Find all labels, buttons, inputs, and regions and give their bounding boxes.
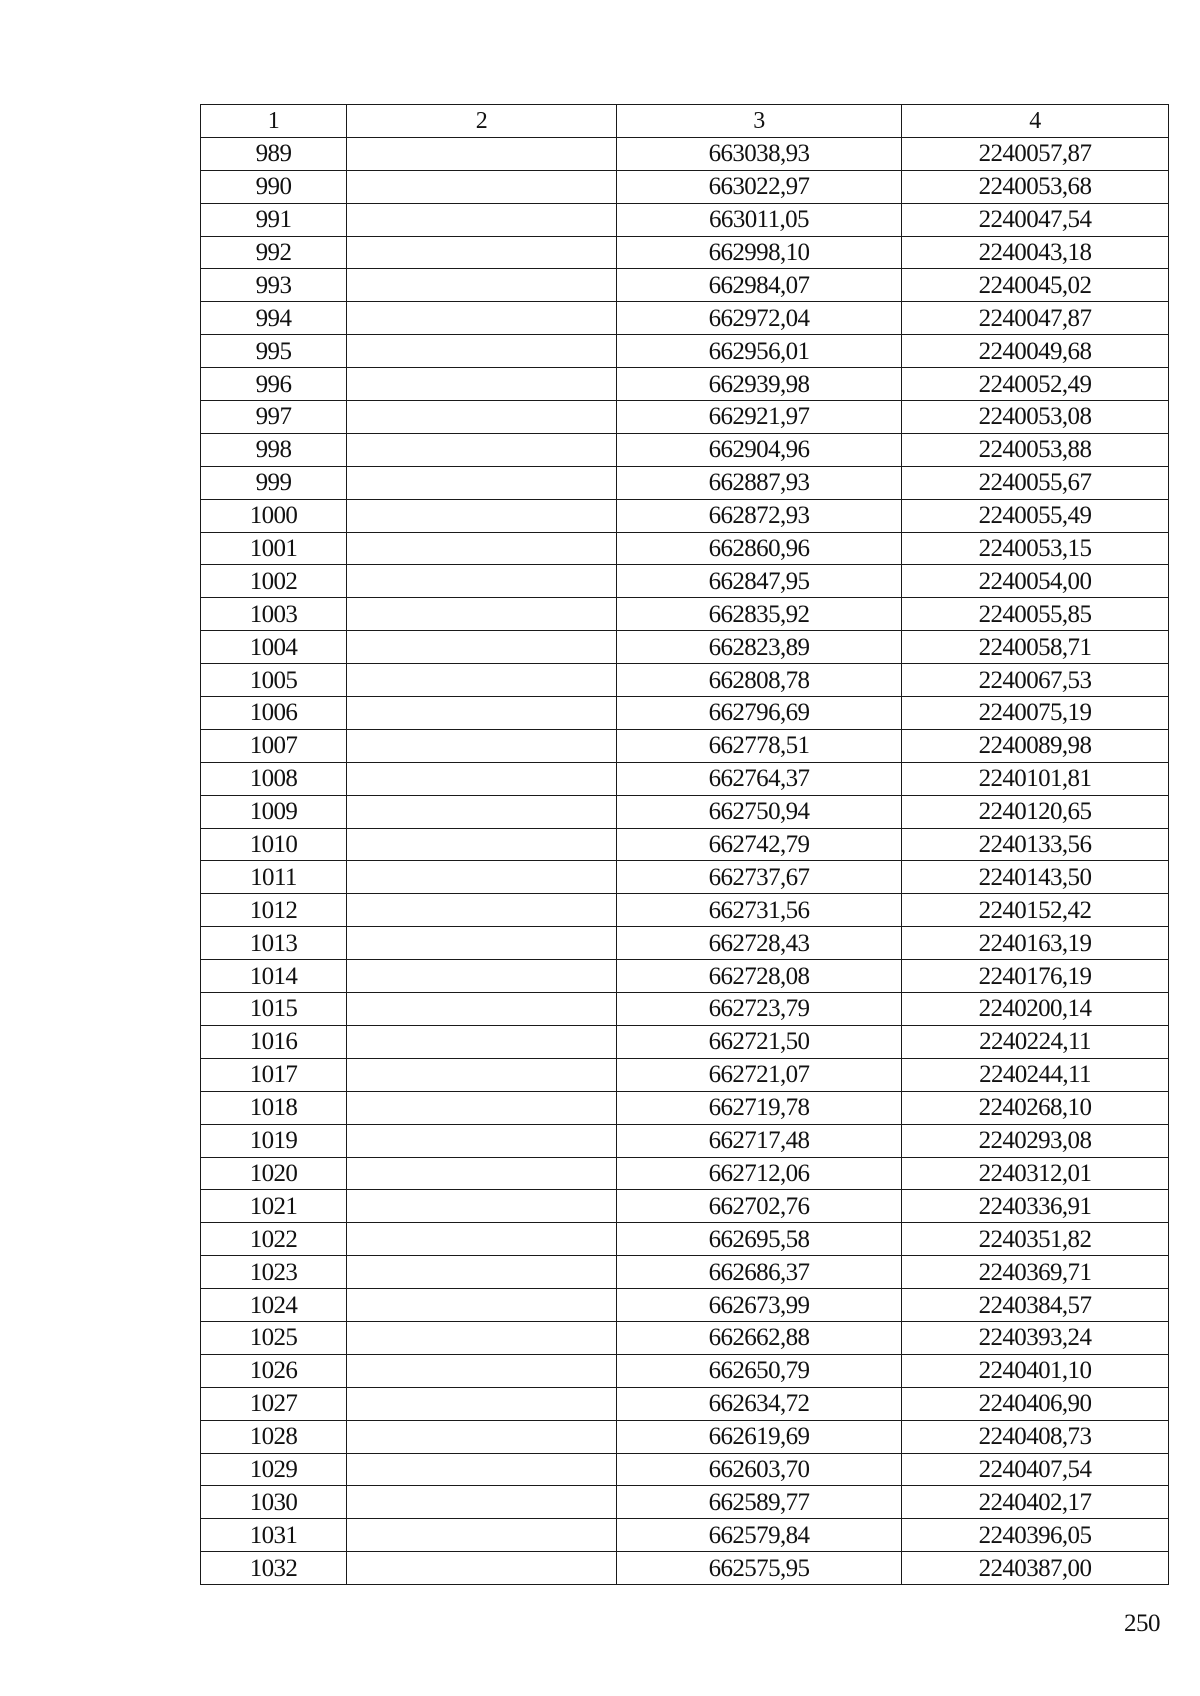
table-row <box>201 1223 1169 1256</box>
point-number-cell: 1015 <box>201 993 347 1026</box>
point-number-cell: 1019 <box>201 1124 347 1157</box>
point-number-cell: 997 <box>201 401 347 434</box>
y-coordinate-cell: 2240054,00 <box>902 565 1169 598</box>
empty-cell <box>347 401 617 434</box>
point-number-cell: 1003 <box>201 598 347 631</box>
point-number-cell: 1011 <box>201 861 347 894</box>
table-row <box>201 499 1169 532</box>
empty-cell <box>347 828 617 861</box>
table-row <box>201 1124 1169 1157</box>
empty-cell <box>347 993 617 1026</box>
y-coordinate-cell: 2240163,19 <box>902 927 1169 960</box>
table-row <box>201 927 1169 960</box>
point-number-cell: 1032 <box>201 1552 347 1585</box>
point-number-cell: 1020 <box>201 1157 347 1190</box>
x-coordinate-cell: 662972,04 <box>617 302 902 335</box>
point-number-cell: 1001 <box>201 532 347 565</box>
empty-cell <box>347 170 617 203</box>
y-coordinate-cell: 2240143,50 <box>902 861 1169 894</box>
y-coordinate-cell: 2240336,91 <box>902 1190 1169 1223</box>
x-coordinate-cell: 662686,37 <box>617 1256 902 1289</box>
table-row <box>201 762 1169 795</box>
empty-cell <box>347 1552 617 1585</box>
empty-cell <box>347 1453 617 1486</box>
x-coordinate-cell: 662796,69 <box>617 697 902 730</box>
x-coordinate-cell: 662728,08 <box>617 960 902 993</box>
point-number-cell: 1030 <box>201 1486 347 1519</box>
point-number-cell: 1026 <box>201 1354 347 1387</box>
empty-cell <box>347 1124 617 1157</box>
x-coordinate-cell: 662721,50 <box>617 1025 902 1058</box>
column-header-2: 2 <box>347 105 617 138</box>
table-row <box>201 1256 1169 1289</box>
x-coordinate-cell: 662702,76 <box>617 1190 902 1223</box>
x-coordinate-cell: 662619,69 <box>617 1420 902 1453</box>
table-row <box>201 335 1169 368</box>
empty-cell <box>347 302 617 335</box>
x-coordinate-cell: 662998,10 <box>617 236 902 269</box>
table-row <box>201 1058 1169 1091</box>
point-number-cell: 1000 <box>201 499 347 532</box>
point-number-cell: 1007 <box>201 729 347 762</box>
y-coordinate-cell: 2240052,49 <box>902 368 1169 401</box>
table-row <box>201 236 1169 269</box>
x-coordinate-cell: 662673,99 <box>617 1289 902 1322</box>
x-coordinate-cell: 662695,58 <box>617 1223 902 1256</box>
column-header-1: 1 <box>201 105 347 138</box>
point-number-cell: 1006 <box>201 697 347 730</box>
table-row <box>201 137 1169 170</box>
y-coordinate-cell: 2240055,49 <box>902 499 1169 532</box>
empty-cell <box>347 1058 617 1091</box>
y-coordinate-cell: 2240055,67 <box>902 466 1169 499</box>
y-coordinate-cell: 2240043,18 <box>902 236 1169 269</box>
point-number-cell: 999 <box>201 466 347 499</box>
x-coordinate-cell: 662872,93 <box>617 499 902 532</box>
point-number-cell: 1028 <box>201 1420 347 1453</box>
empty-cell <box>347 1190 617 1223</box>
x-coordinate-cell: 662887,93 <box>617 466 902 499</box>
table-body <box>201 137 1169 1584</box>
x-coordinate-cell: 662723,79 <box>617 993 902 1026</box>
x-coordinate-cell: 662742,79 <box>617 828 902 861</box>
empty-cell <box>347 762 617 795</box>
y-coordinate-cell: 2240049,68 <box>902 335 1169 368</box>
empty-cell <box>347 631 617 664</box>
table-row <box>201 401 1169 434</box>
y-coordinate-cell: 2240053,68 <box>902 170 1169 203</box>
empty-cell <box>347 335 617 368</box>
y-coordinate-cell: 2240152,42 <box>902 894 1169 927</box>
x-coordinate-cell: 662712,06 <box>617 1157 902 1190</box>
point-number-cell: 1005 <box>201 664 347 697</box>
y-coordinate-cell: 2240396,05 <box>902 1519 1169 1552</box>
point-number-cell: 1008 <box>201 762 347 795</box>
x-coordinate-cell: 662721,07 <box>617 1058 902 1091</box>
y-coordinate-cell: 2240089,98 <box>902 729 1169 762</box>
y-coordinate-cell: 2240176,19 <box>902 960 1169 993</box>
x-coordinate-cell: 662778,51 <box>617 729 902 762</box>
page-number: 250 <box>1124 1610 1160 1637</box>
table-row <box>201 565 1169 598</box>
x-coordinate-cell: 662764,37 <box>617 762 902 795</box>
x-coordinate-cell: 662662,88 <box>617 1321 902 1354</box>
x-coordinate-cell: 662808,78 <box>617 664 902 697</box>
x-coordinate-cell: 662939,98 <box>617 368 902 401</box>
table-row <box>201 1486 1169 1519</box>
table-row <box>201 894 1169 927</box>
column-header-3: 3 <box>617 105 902 138</box>
column-header-4: 4 <box>902 105 1169 138</box>
x-coordinate-cell: 663038,93 <box>617 137 902 170</box>
table-row <box>201 532 1169 565</box>
y-coordinate-cell: 2240384,57 <box>902 1289 1169 1322</box>
y-coordinate-cell: 2240075,19 <box>902 697 1169 730</box>
x-coordinate-cell: 662575,95 <box>617 1552 902 1585</box>
table-row <box>201 1519 1169 1552</box>
table-row <box>201 368 1169 401</box>
y-coordinate-cell: 2240407,54 <box>902 1453 1169 1486</box>
x-coordinate-cell: 662835,92 <box>617 598 902 631</box>
point-number-cell: 1002 <box>201 565 347 598</box>
table-row <box>201 269 1169 302</box>
table-row <box>201 1387 1169 1420</box>
x-coordinate-cell: 662984,07 <box>617 269 902 302</box>
point-number-cell: 994 <box>201 302 347 335</box>
point-number-cell: 995 <box>201 335 347 368</box>
table-row <box>201 795 1169 828</box>
y-coordinate-cell: 2240406,90 <box>902 1387 1169 1420</box>
x-coordinate-cell: 662823,89 <box>617 631 902 664</box>
point-number-cell: 990 <box>201 170 347 203</box>
empty-cell <box>347 565 617 598</box>
empty-cell <box>347 1256 617 1289</box>
point-number-cell: 1022 <box>201 1223 347 1256</box>
empty-cell <box>347 664 617 697</box>
table-row <box>201 861 1169 894</box>
empty-cell <box>347 203 617 236</box>
table-row <box>201 1354 1169 1387</box>
point-number-cell: 1004 <box>201 631 347 664</box>
coordinates-table <box>200 104 1169 1585</box>
y-coordinate-cell: 2240293,08 <box>902 1124 1169 1157</box>
x-coordinate-cell: 662956,01 <box>617 335 902 368</box>
table-row <box>201 170 1169 203</box>
empty-cell <box>347 1223 617 1256</box>
y-coordinate-cell: 2240312,01 <box>902 1157 1169 1190</box>
x-coordinate-cell: 662921,97 <box>617 401 902 434</box>
empty-cell <box>347 499 617 532</box>
x-coordinate-cell: 662847,95 <box>617 565 902 598</box>
empty-cell <box>347 861 617 894</box>
x-coordinate-cell: 662579,84 <box>617 1519 902 1552</box>
point-number-cell: 989 <box>201 137 347 170</box>
table-row <box>201 697 1169 730</box>
y-coordinate-cell: 2240351,82 <box>902 1223 1169 1256</box>
empty-cell <box>347 1289 617 1322</box>
y-coordinate-cell: 2240268,10 <box>902 1091 1169 1124</box>
y-coordinate-cell: 2240401,10 <box>902 1354 1169 1387</box>
point-number-cell: 1025 <box>201 1321 347 1354</box>
table-row <box>201 960 1169 993</box>
y-coordinate-cell: 2240101,81 <box>902 762 1169 795</box>
y-coordinate-cell: 2240224,11 <box>902 1025 1169 1058</box>
point-number-cell: 1024 <box>201 1289 347 1322</box>
x-coordinate-cell: 662860,96 <box>617 532 902 565</box>
empty-cell <box>347 1486 617 1519</box>
y-coordinate-cell: 2240047,54 <box>902 203 1169 236</box>
y-coordinate-cell: 2240120,65 <box>902 795 1169 828</box>
empty-cell <box>347 1354 617 1387</box>
point-number-cell: 991 <box>201 203 347 236</box>
x-coordinate-cell: 662904,96 <box>617 433 902 466</box>
y-coordinate-cell: 2240058,71 <box>902 631 1169 664</box>
empty-cell <box>347 894 617 927</box>
table-row <box>201 1420 1169 1453</box>
y-coordinate-cell: 2240408,73 <box>902 1420 1169 1453</box>
empty-cell <box>347 729 617 762</box>
point-number-cell: 1009 <box>201 795 347 828</box>
empty-cell <box>347 1321 617 1354</box>
y-coordinate-cell: 2240369,71 <box>902 1256 1169 1289</box>
y-coordinate-cell: 2240053,15 <box>902 532 1169 565</box>
empty-cell <box>347 433 617 466</box>
y-coordinate-cell: 2240047,87 <box>902 302 1169 335</box>
point-number-cell: 1016 <box>201 1025 347 1058</box>
x-coordinate-cell: 662728,43 <box>617 927 902 960</box>
table-row <box>201 1552 1169 1585</box>
y-coordinate-cell: 2240045,02 <box>902 269 1169 302</box>
empty-cell <box>347 368 617 401</box>
empty-cell <box>347 598 617 631</box>
point-number-cell: 1018 <box>201 1091 347 1124</box>
empty-cell <box>347 236 617 269</box>
y-coordinate-cell: 2240387,00 <box>902 1552 1169 1585</box>
empty-cell <box>347 532 617 565</box>
table-row <box>201 1025 1169 1058</box>
x-coordinate-cell: 662719,78 <box>617 1091 902 1124</box>
table-header <box>201 105 1169 138</box>
y-coordinate-cell: 2240133,56 <box>902 828 1169 861</box>
point-number-cell: 1010 <box>201 828 347 861</box>
table-row <box>201 302 1169 335</box>
empty-cell <box>347 697 617 730</box>
point-number-cell: 998 <box>201 433 347 466</box>
x-coordinate-cell: 662717,48 <box>617 1124 902 1157</box>
point-number-cell: 1023 <box>201 1256 347 1289</box>
table-row <box>201 203 1169 236</box>
x-coordinate-cell: 662589,77 <box>617 1486 902 1519</box>
empty-cell <box>347 1025 617 1058</box>
empty-cell <box>347 269 617 302</box>
y-coordinate-cell: 2240244,11 <box>902 1058 1169 1091</box>
y-coordinate-cell: 2240057,87 <box>902 137 1169 170</box>
y-coordinate-cell: 2240393,24 <box>902 1321 1169 1354</box>
point-number-cell: 1014 <box>201 960 347 993</box>
table-row <box>201 1321 1169 1354</box>
table-row <box>201 466 1169 499</box>
point-number-cell: 1012 <box>201 894 347 927</box>
table-row <box>201 598 1169 631</box>
x-coordinate-cell: 663011,05 <box>617 203 902 236</box>
point-number-cell: 1021 <box>201 1190 347 1223</box>
empty-cell <box>347 927 617 960</box>
empty-cell <box>347 1091 617 1124</box>
empty-cell <box>347 1157 617 1190</box>
table-row <box>201 664 1169 697</box>
x-coordinate-cell: 662731,56 <box>617 894 902 927</box>
y-coordinate-cell: 2240200,14 <box>902 993 1169 1026</box>
table-row <box>201 1091 1169 1124</box>
empty-cell <box>347 960 617 993</box>
table-row <box>201 631 1169 664</box>
table-row <box>201 828 1169 861</box>
empty-cell <box>347 795 617 828</box>
empty-cell <box>347 137 617 170</box>
x-coordinate-cell: 663022,97 <box>617 170 902 203</box>
table-row <box>201 993 1169 1026</box>
x-coordinate-cell: 662603,70 <box>617 1453 902 1486</box>
table-row <box>201 729 1169 762</box>
point-number-cell: 1017 <box>201 1058 347 1091</box>
empty-cell <box>347 1519 617 1552</box>
x-coordinate-cell: 662650,79 <box>617 1354 902 1387</box>
empty-cell <box>347 1420 617 1453</box>
point-number-cell: 1027 <box>201 1387 347 1420</box>
table-row <box>201 433 1169 466</box>
x-coordinate-cell: 662737,67 <box>617 861 902 894</box>
header-row <box>201 105 1169 138</box>
point-number-cell: 996 <box>201 368 347 401</box>
y-coordinate-cell: 2240053,88 <box>902 433 1169 466</box>
table-row <box>201 1289 1169 1322</box>
empty-cell <box>347 1387 617 1420</box>
y-coordinate-cell: 2240067,53 <box>902 664 1169 697</box>
point-number-cell: 992 <box>201 236 347 269</box>
table-row <box>201 1190 1169 1223</box>
x-coordinate-cell: 662750,94 <box>617 795 902 828</box>
point-number-cell: 1013 <box>201 927 347 960</box>
point-number-cell: 993 <box>201 269 347 302</box>
point-number-cell: 1031 <box>201 1519 347 1552</box>
y-coordinate-cell: 2240055,85 <box>902 598 1169 631</box>
table-row <box>201 1157 1169 1190</box>
point-number-cell: 1029 <box>201 1453 347 1486</box>
y-coordinate-cell: 2240402,17 <box>902 1486 1169 1519</box>
x-coordinate-cell: 662634,72 <box>617 1387 902 1420</box>
empty-cell <box>347 466 617 499</box>
table-row <box>201 1453 1169 1486</box>
y-coordinate-cell: 2240053,08 <box>902 401 1169 434</box>
